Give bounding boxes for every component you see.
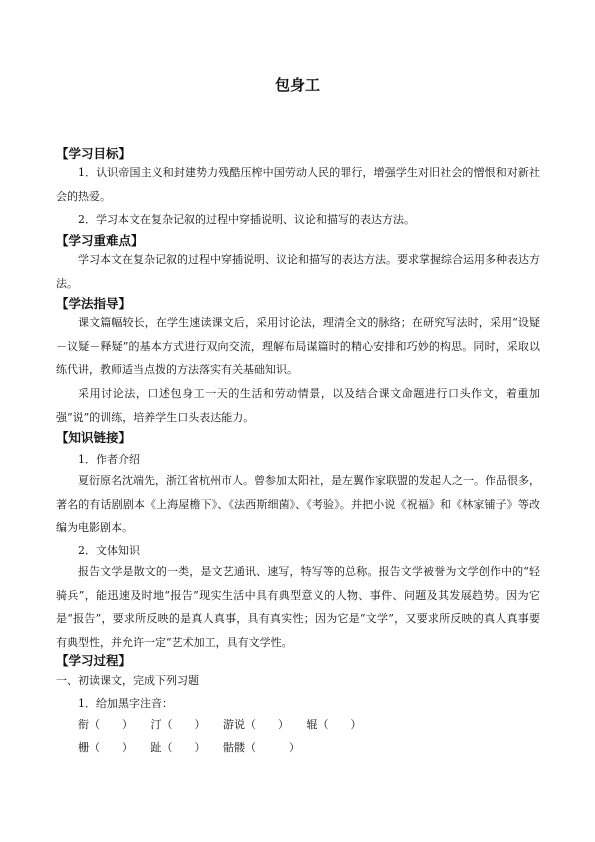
pinyin-exercise-row-1: [78, 717, 376, 733]
section-heading-goals: 【学习目标】: [56, 146, 132, 161]
knowledge-genre-paragraph: 报告文学是散文的一类，是文艺通讯、速写，特写等的总称。报告文学被誉为文学创作中的“轻骑兵”，能迅速及时地“报告”现实生活中具有典型意义的人物、事件、问题及其发展趋势。因为它是“报告”，要求所反映的是真人真事，具有真实性；因为它是“文学”，又要求所反映的真人真事要有典型性，并允许一定“艺术加工，具有文学性。: [56, 565, 540, 649]
key-points-paragraph: 学习本文在复杂记叙的过程中穿插说明、议论和描写的表达方法。要求掌握综合运用多种表达方法。: [56, 253, 540, 290]
goals-paragraph-1: 1．认识帝国主义和封建势力残酷压榨中国劳动人民的罪行，增强学生对旧社会的憎恨和对新社会的热爱。: [56, 166, 540, 203]
pinyin-item: 汀（ ）: [150, 718, 206, 731]
pinyin-item: 骷髅（ ）: [223, 741, 300, 754]
goals-paragraph-2: 2．学习本文在复杂记叙的过程中穿插说明、议论和描写的表达方法。: [78, 213, 415, 226]
process-task-line: 一、初读课文，完成下列习题: [56, 674, 199, 687]
section-heading-method: 【学法指导】: [56, 296, 132, 311]
pinyin-item: 栅（ ）: [78, 741, 133, 754]
section-heading-knowledge: 【知识链接】: [56, 430, 132, 445]
section-heading-key-points: 【学习重难点】: [56, 233, 144, 248]
pinyin-exercise-row-2: [78, 740, 314, 756]
knowledge-subheading-author: 1．作者介绍: [78, 453, 140, 466]
knowledge-subheading-genre: 2．文体知识: [78, 544, 140, 557]
pinyin-item: 游说（ ）: [223, 718, 289, 731]
pinyin-item: 趾（ ）: [150, 741, 206, 754]
pinyin-item: 衔（ ）: [78, 718, 133, 731]
method-paragraph-1: 课文篇幅较长，在学生速读课文后，采用讨论法，理清全文的脉络；在研究写法时，采用“设疑－议疑－释疑”的基本方式进行双向交流，理解布局谋篇时的精心安排和巧妙的构思。同时，采取以练代讲，教师适当点拨的方法落实有关基础知识。: [56, 316, 540, 376]
knowledge-author-paragraph: 夏衍原名沈端先，浙江省杭州市人。曾参加太阳社，是左翼作家联盟的发起人之一。作品很多，著名的有话剧剧本《上海屋檐下》、《法西斯细菌》、《考验》。并把小说《祝福》和《林家铺子》等改编为电影剧本。: [56, 474, 540, 534]
page-title: 包身工: [274, 76, 320, 94]
pinyin-item: 辊（ ）: [306, 718, 362, 731]
method-paragraph-2: 采用讨论法，口述包身工一天的生活和劳动情景，以及结合课文命题进行口头作文，着重加强“说”的训练，培养学生口头表达能力。: [56, 387, 540, 424]
section-heading-process: 【学习过程】: [56, 653, 132, 668]
process-instruction-line: 1．给加黑字注音：: [78, 697, 173, 710]
